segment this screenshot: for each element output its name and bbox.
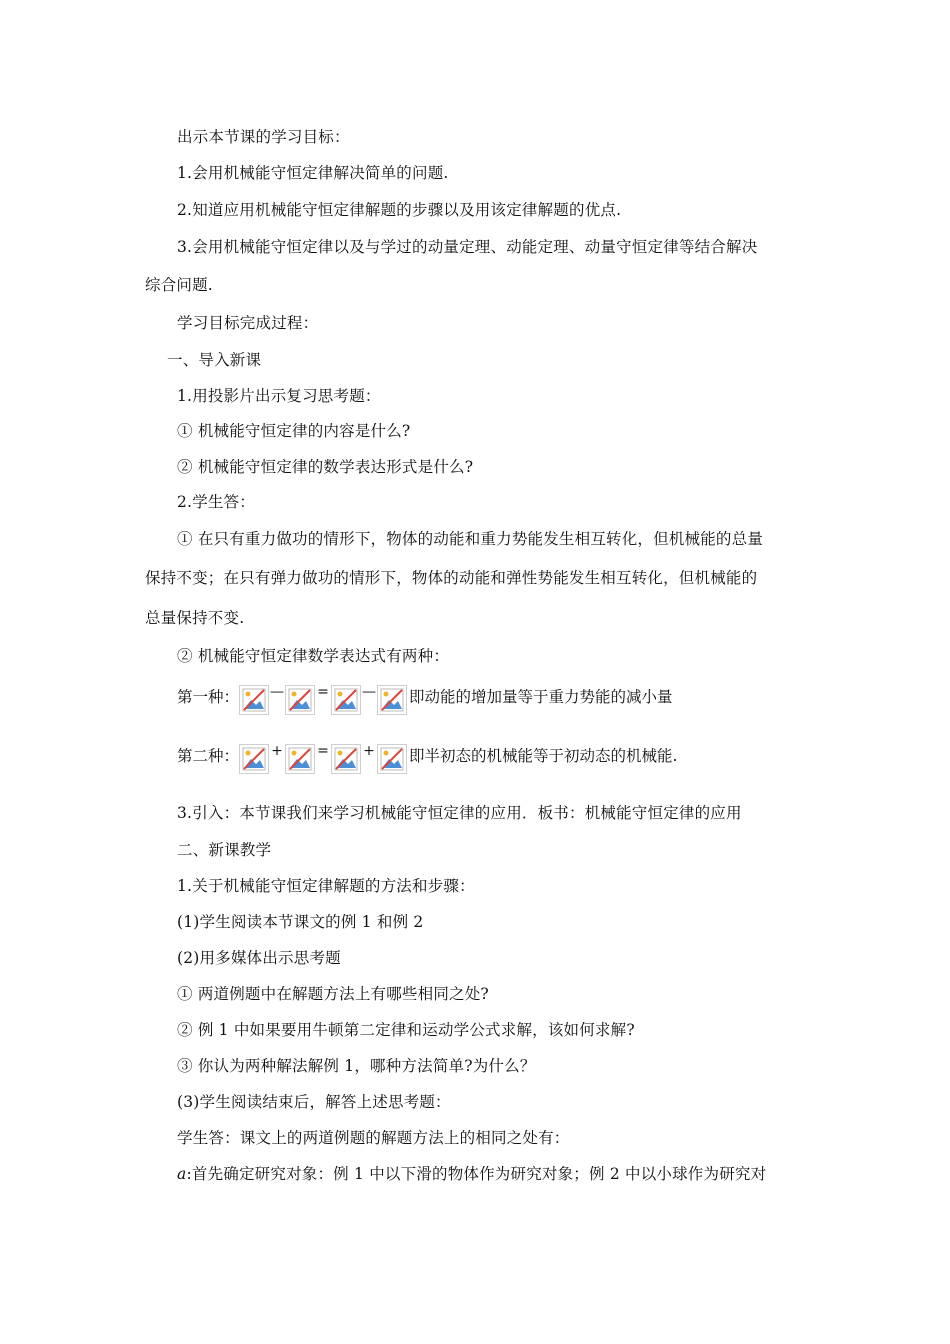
- broken-image-icon: [377, 685, 407, 715]
- formula-operator: =: [317, 743, 329, 759]
- section-2-sub-3: (3)学生阅读结束后，解答上述思考题：: [177, 1093, 451, 1111]
- formula-1-explanation: 即动能的增加量等于重力势能的减小量: [409, 688, 673, 706]
- student-answer-1-line-2: 保持不变；在只有弹力做功的情形下，物体的动能和弹性势能发生相互转化，但机械能的: [145, 569, 758, 587]
- formula-1-label: 第一种：: [177, 688, 240, 706]
- formula-2-explanation: 即半初态的机械能等于初动态的机械能.: [409, 747, 678, 765]
- review-question-2: ② 机械能守恒定律的数学表达形式是什么?: [177, 458, 474, 476]
- formula-operator: +: [363, 743, 375, 759]
- section-2-sub-1: (1)学生阅读本节课文的例 1 和例 2: [177, 913, 424, 931]
- formula-2-label: 第二种：: [177, 747, 240, 765]
- formula-operator: —: [270, 684, 285, 700]
- formula-operator: —: [362, 684, 377, 700]
- broken-image-icon: [239, 685, 269, 715]
- answer-a-marker: a: [177, 1165, 187, 1183]
- section-1-step-2: 2.学生答：: [177, 493, 255, 511]
- student-answer-intro: 学生答：课文上的两道例题的解题方法上的相同之处有：: [177, 1129, 570, 1147]
- section-2-title: 二、新课教学: [177, 841, 272, 859]
- student-answer-1-line-1: ① 在只有重力做功的情形下，物体的动能和重力势能发生相互转化，但机械能的总量: [177, 530, 764, 548]
- objectives-heading: 出示本节课的学习目标：: [177, 128, 350, 146]
- broken-image-icon: [285, 744, 315, 774]
- think-question-2: ② 例 1 中如果要用牛顿第二定律和运动学公式求解，该如何求解?: [177, 1021, 635, 1039]
- think-question-1: ① 两道例题中在解题方法上有哪些相同之处?: [177, 985, 489, 1003]
- process-heading: 学习目标完成过程：: [177, 314, 319, 332]
- broken-image-icon: [331, 685, 361, 715]
- student-answer-a: [177, 1164, 766, 1184]
- student-answer-1-line-3: 总量保持不变.: [145, 609, 245, 627]
- objective-item-3-line-2: 综合问题.: [145, 276, 213, 294]
- formula-1: [177, 684, 673, 715]
- broken-image-icon: [377, 744, 407, 774]
- section-1-step-3: 3.引入：本节课我们来学习机械能守恒定律的应用．板书：机械能守恒定律的应用: [177, 804, 742, 822]
- think-question-3: ③ 你认为两种解法解例 1，哪种方法简单?为什么？: [177, 1057, 536, 1075]
- broken-image-icon: [285, 685, 315, 715]
- formula-operator: +: [271, 743, 283, 759]
- section-1-step-1: 1.用投影片出示复习思考题：: [177, 387, 381, 405]
- objective-item-1: 1.会用机械能守恒定律解决简单的问题.: [177, 164, 449, 182]
- broken-image-icon: [239, 744, 269, 774]
- objective-item-2: 2.知道应用机械能守恒定律解题的步骤以及用该定律解题的优点.: [177, 201, 622, 219]
- section-2-sub-2: (2)用多媒体出示思考题: [177, 949, 341, 967]
- section-1-title: 一、导入新课: [167, 351, 262, 369]
- answer-a-text: :首先确定研究对象：例 1 中以下滑的物体作为研究对象；例 2 中以小球作为研究对: [186, 1165, 767, 1183]
- formula-operator: =: [317, 684, 329, 700]
- student-answer-2: ② 机械能守恒定律数学表达式有两种：: [177, 647, 450, 665]
- broken-image-icon: [331, 744, 361, 774]
- objective-item-3-line-1: 3.会用机械能守恒定律以及与学过的动量定理、动能定理、动量守恒定律等结合解决: [177, 238, 758, 256]
- review-question-1: ① 机械能守恒定律的内容是什么?: [177, 422, 411, 440]
- formula-2: [177, 743, 678, 774]
- section-2-step-1: 1.关于机械能守恒定律解题的方法和步骤：: [177, 877, 475, 895]
